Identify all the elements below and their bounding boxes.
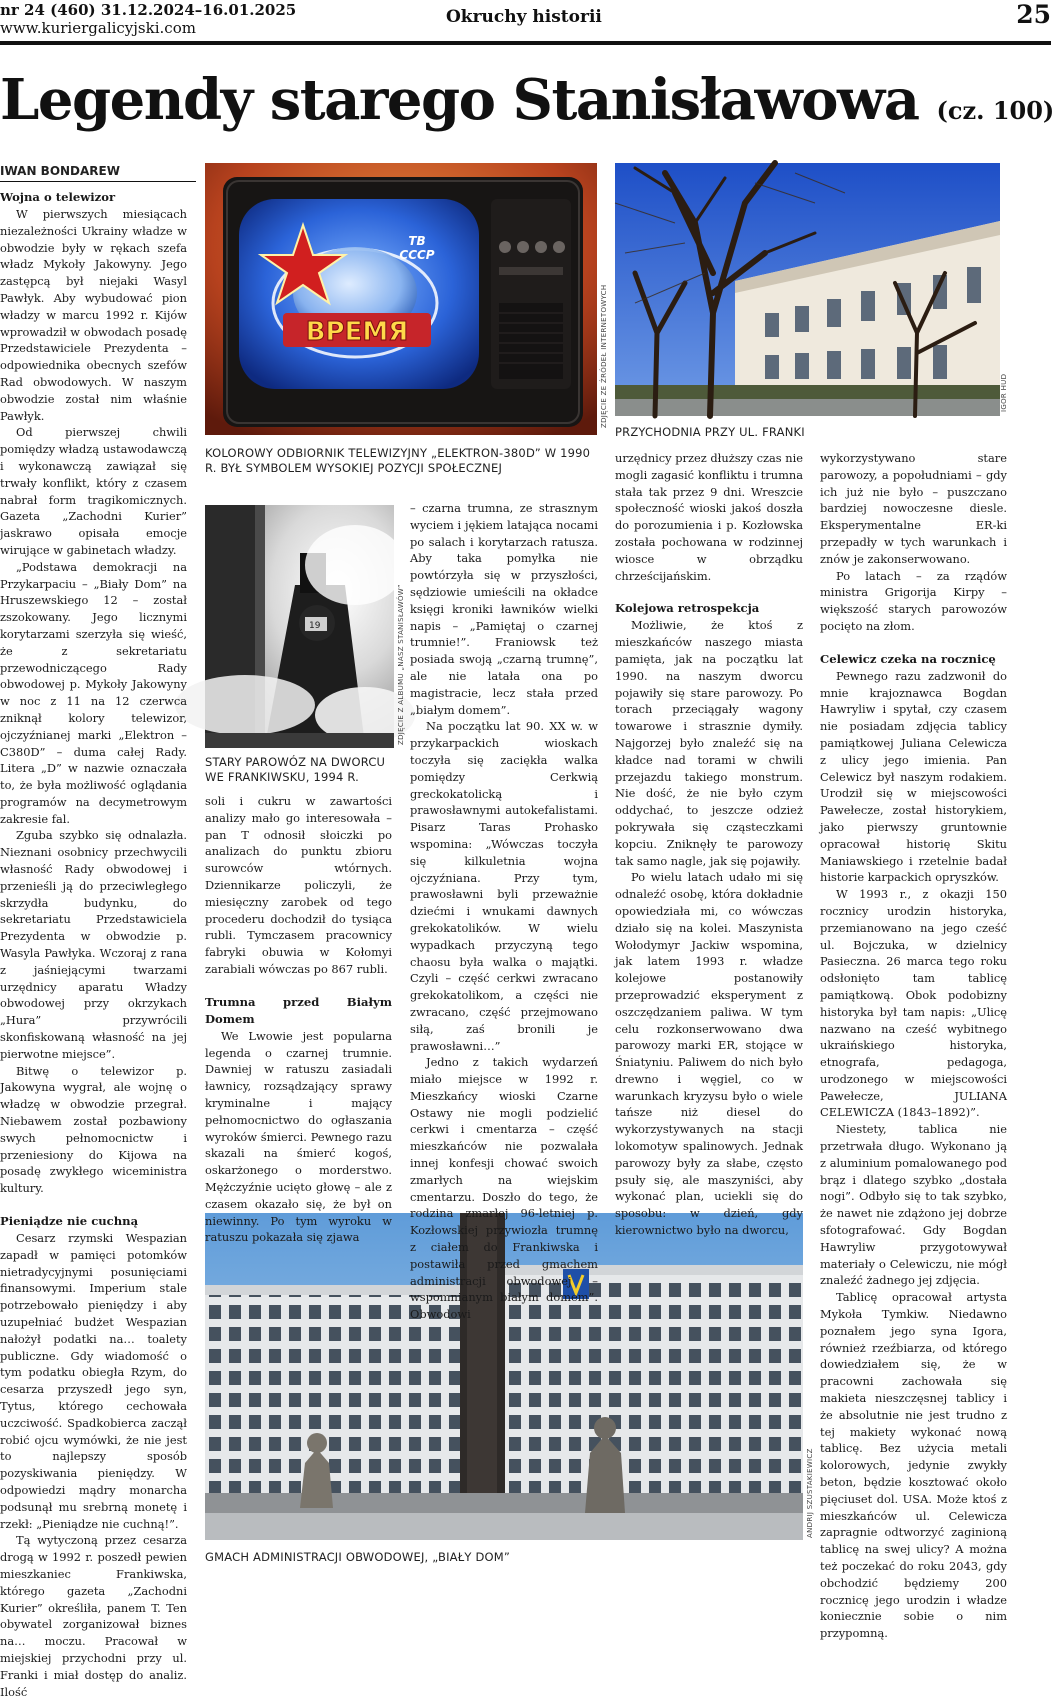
article-paragraph: Od pierwszej chwili pomiędzy władzą ustawodawczą i wykonawczą zawiązał się trwały konflikt, który z czasem nabrał form tragikomicznych. Gazeta „Zachodni Kurier” jaskrawo opisała emocje wirujące w gabinetach władzy. <box>0 425 187 557</box>
clinic-photo-credit: IGOR HUD <box>1000 373 1008 412</box>
article-paragraph: Tablicę opracował artysta Mykoła Tymkiw. Niedawno poznałem jego syna Igora, również rzeźbiarza, od którego dowiedziałem się, że w pracowni zachowała się makieta nieszczęsnej tablicy i że absolutnie nie jest trudno z tej makiety wykonać nową tablicę. Bez użycia metali kolorowych, jedynie zwykły beton, będzie kosztować około pięciuset dol. USA. Może ktoś z mieszkańców ul. Celewicza zapragnie odtworzyć zaginioną tablicę na swej ulicy? A można też poczekać do roku 2043, gdy obchodzić będziemy 200 rocznicę jego urodzin i władze koniecznie sobie o nim przypomną. <box>820 1290 1007 1641</box>
article-paragraph: soli i cukru w zawartości analizy mało go interesowała – pan T odnosił słoiczki po analizach do punktu zbioru surowców wtórnych. Dziennikarze policzyli, że miesięczny zarobek od tego procederu dochodził do tysiąca rubli. Tymczasem pracownicy fabryki obuwia w Kołomyi zarabiali wówczas po 867 rubli. <box>205 794 392 976</box>
train-photo <box>205 505 394 748</box>
whitehouse-photo-caption: GMACH ADMINISTRACJI OBWODOWEJ, „BIAŁY DOM” <box>205 1550 511 1564</box>
article-paragraph: Po wielu latach udało mi się odnaleźć osobę, która dokładnie opowiedziała mi, co wówczas działo się na kolei. Maszynista Wołodymyr Jackiw wspomina, jak latem 1993 r. władze kolejowe postanowiły przeprowadzić eksperyment z oszczędzaniem paliwa. W tym celu rozkonserwowano dwa parowozy marki ER, stojące w Śniatyniu. Paliwem do nich było drewno i węgiel, co w warunkach kryzysu było o wiele tańsze niż diesel do wykorzystywanych na stacji lokomotyw spalinowych. Jednak parowozy były za słabe, często psuły się, ale maszyniści, aby wykonać plan, uciekli się do sposobu: w dzień, gdy kierownictwo było na dworcu, <box>615 870 803 1238</box>
tv-photo-credit: ZDJĘCIE ZE ŹRÓDEŁ INTERNETOWYCH <box>600 284 608 428</box>
issue-number: nr 24 (460) 31.12.2024–16.01.2025 <box>0 1 297 19</box>
section-title: Okruchy historii <box>446 7 602 27</box>
article-paragraph: Jedno z takich wydarzeń miało miejsce w 1992 r. Mieszkańcy wioski Czarne Ostawy nie mogli podzielić cerkwi i cmentarza – część mieszkańców nie pozwalała innej konfesji chować swoich zmarłych na wiejskim cmentarzu. Doszło do tego, że rodzina zmarłej 96-letniej p. Kozłowskiej przywiozła trumnę z ciałem do Frankiwska i postawiła przed gmachem administracji obwodowej – wspomnianym białym domem”. Obwodowi <box>410 1055 598 1322</box>
article-paragraph: W pierwszych miesiącach niezależności Ukrainy władze w obwodzie były w rękach szefa władz Mykoły Jakowyny. Jego zastępcą był niejaki Wasyl Pawłyk. Aby wybudować pion władzy w marcu 1992 r. Kijów wprowadził w obwodach posadę Przedstawiciele Prezydenta – odpowiednika obecnych szefów Rad obwodowych. W naszym obwodzie został nim właśnie Pawłyk. <box>0 207 187 423</box>
article-paragraph: Na początku lat 90. XX w. w przykarpackich wioskach toczyła się zaciękła walka pomiędzy Cerkwią greckokatolicką i prawosławnymi autokefalistami. Pisarz Taras Prohasko wspomina: „Wówczas toczyła się kilkuletnia wojna ojczyźniana. Przy tym, prawosławni byli przeważnie dziećmi i wnukami dawnych grekokatolików. W wielu wypadkach przyczyną tego chaosu była walka o majątki. Czyli – część cerkwi zwracano grekokatolikom, a części nie zwracano, część przejmowano siłą, zaś bronili je prawosławni…” <box>410 719 598 1053</box>
article-paragraph: „Podstawa demokracji na Przykarpaciu – „Biały Dom” na Hruszewskiego 12 – został zszokowany. Jego licznymi korytarzami szerzyła się wieść, że z sekretariatu przewodniczącego Rady obwodowej p. Mykoły Jakowyny w noc z 11 na 12 czerwca zniknął kolory telewizor, ojczyźnianej marki „Elektron – C380D” – duma całej Rady. Litera „D” w nazwie oznaczała to, że była możliwość oglądania programów na decymetrowym zakresie fal. <box>0 559 187 826</box>
article-paragraph: – czarna trumna, ze strasznym wyciem i jękiem latająca nocami po salach i korytarzach ratusza. Aby taka pomyłka nie powtórzyła się w przyszłości, sędziowie umieścili na okładce księgi kroniki ławników wielki napis – „Pamiętaj o czarnej trumnie!”. Franiowsk też posiada swoją „czarną trumnę”, ale nie latała ona po magistracie, lecz stała przed „białym domem”. <box>410 501 598 717</box>
subheading: Wojna o telewizor <box>0 190 116 204</box>
whitehouse-photo-credit: ANDRIJ SZUSTAKIEWICZ <box>806 1448 814 1538</box>
headline-title: Legendy starego Stanisławowa <box>0 67 919 133</box>
subheading: Kolejowa retrospekcja <box>615 601 760 616</box>
article-paragraph: Niestety, tablica nie przetrwała długo. Wykonano ją z aluminium pomalowanego pod brąz i dlatego szybko „dostała nogi”. Odbyło się to tak szybko, że nawet nie zdążono jej dobrze sfotografować. Gdy Bogdan Hawryliw przygotowywał materiały o Celewiczu, nie mógł znaleźć żadnego jej zdjęcia. <box>820 1122 1007 1288</box>
article-headline <box>0 67 1054 143</box>
train-illustration <box>205 505 394 748</box>
clinic-photo <box>615 163 1000 416</box>
article-paragraph: urzędnicy przez dłuższy czas nie mogli zagasić konfliktu i trumna stała tak przez 9 dni. Wreszcie społeczność wioski jakoś doszła do porozumienia i p. Kozłowska została pochowana w rodzinnej wiosce w obrządku chrześcijańskim. <box>615 451 803 583</box>
article-column-1 <box>0 189 187 1699</box>
article-column-3 <box>410 500 598 1322</box>
page-number: 25 <box>1016 0 1051 29</box>
article-column-5 <box>820 450 1007 1641</box>
article-paragraph: Możliwie, że ktoś z mieszkańców naszego miasta pamięta, jak na początku lat 1990. na naszym dworcu pojawiły się stare parowozy. Po torach przeciągały wagony towarowe i strasznie dymiły. Najgorzej było znaleźć się na kładce nad torami w chwili przejazdu takiego monstrum. Nie dość, że nie było czym oddychać, to jeszcze odzież pokrywała się cząsteczkami kopciu. Zniknęły te parowozy tak samo nagle, jak się pojawiły. <box>615 618 803 868</box>
tv-photo-caption: KOLOROWY ODBIORNIK TELEWIZYJNY „ELEKTRON-380D” W 1990 R. BYŁ SYMBOLEM WYSOKIEJ POZYCJI SPOŁECZNEJ <box>205 446 591 475</box>
tv-photo <box>205 163 597 435</box>
clinic-photo-caption: PRZYCHODNIA PRZY UL. FRANKI <box>615 425 805 439</box>
author-byline: IWAN BONDAREW <box>0 164 196 182</box>
website-link[interactable]: www.kuriergalicyjski.com <box>0 19 196 37</box>
article-paragraph: Bitwę o telewizor p. Jakowyna wygrał, ale wojnę o władzę w obwodzie przegrał. Niebawem został pozbawiony swych pełnomocnictw i przeniesiony do Kijowa na posadę zwykłego wiceministra kultury. <box>0 1063 187 1196</box>
article-column-2 <box>205 793 392 1245</box>
svg-text:19: 19 <box>309 621 321 631</box>
article-column-4 <box>615 450 803 1238</box>
header-rule <box>0 41 1051 45</box>
article-paragraph: Zguba szybko się odnalazła. Nieznani osobnicy przechwycili własność Rady obwodowej i przenieśli ją do przeciwległego skrzydła budynku, do sekretariatu Przedstawiciela Prezydenta w obwodzie p. Wasyla Pawłyka. Wczoraj z rana z jaśniejącymi twarzami urzędnicy aparatu Władzy obwodowej przy okrzykach „Hura” przywrócili skonfiskowaną własność na jej pierwotne miejsce”. <box>0 828 187 1061</box>
article-paragraph: W 1993 r., z okazji 150 rocznicy urodzin historyka, przemianowano na jego cześć ul. Bojczuka, w dzielnicy Pasieczna. 26 marca tego roku odsłonięto tam tablicę pamiątkową. Obok podobizny historyka był tam napis: „Ulicę nazwano na cześć wybitnego ukraińskiego historyka, etnografa, pedagoga, urodzonego w miejscowości Pawełecze, JULIANA CELEWICZA (1843–1892)”. <box>820 887 1007 1120</box>
subheading: Trumna przed Białym Domem <box>205 994 392 1026</box>
train-photo-credit: ZDJĘCIE Z ALBUMU „NASZ STANISŁAWÓW” <box>397 584 405 745</box>
article-paragraph: Tą wytyczoną przez cesarza drogą w 1992 r. poszedł pewien mieszkaniec Frankiwska, którego gazeta „Zachodni Kurier” określiła, panem T. Ten obywatel zorganizował biznes na… moczu. Pracował w miejskiej przychodni przy ul. Franki i miał dostęp do analiz. Ilość <box>0 1533 187 1699</box>
tv-illustration <box>205 163 597 435</box>
tv-program-text: ВРЕМЯ <box>305 317 409 347</box>
article-paragraph: Cesarz rzymski Wespazian zapadł w pamięci potomków nietradycyjnymi posunięciami finansowymi. Imperium stale potrzebowało pieniędzy i aby uzupełniać budżet Wespazian nałożył podatki na… toalety publiczne. Gdy wiadomość o tym podatku obiegła Rzym, do cesarza przyszedł jego syn, Tytus, którego cechowała uczciwość. Spadkobierca zaczął robić ojcu wymówki, że nie jest to najlepszy sposób pozyskiwania pieniędzy. W odpowiedzi mądry monarcha podsunął mu srebrną monetę i rzekł: „Pieniądze nie cuchną!”. <box>0 1231 187 1531</box>
article-paragraph: Po latach – za rządów ministra Grigorija Kirpy – większość starych parowozów pocięto na złom. <box>820 568 1007 633</box>
tv-brand-line2: СССР <box>399 248 435 262</box>
article-paragraph: Pewnego razu zadzwonił do mnie krajoznawca Bogdan Hawryliw i spytał, czy czasem nie posiadam zdjęcia tablicy pamiątkowej Juliana Celewicza z ulicy jego imienia. Pan Celewicz był naszym rodakiem. Urodził się w miejscowości Pawełecze, został historykiem, jako pierwszy gruntownie opracował historię Skitu Maniawskiego i rzetelnie badał historie karpackich opryszków. <box>820 668 1007 885</box>
headline-part: (cz. 100) <box>936 96 1054 125</box>
tv-brand-line1: ТВ <box>408 234 426 248</box>
article-paragraph: We Lwowie jest popularna legenda o czarnej trumnie. Dawniej w ratuszu zasiadali ławnicy, rozsądzający sprawy kryminalne i mający pełnomocnictwo do ogłaszania wyroków śmierci. Pewnego razu skazali na śmierć kogoś, oskarżonego o morderstwo. Mężczyźnie ucięto głowę – ale z czasem okazało się, że był on niewinny. Po tym wyroku w ratuszu pokazała się zjawa <box>205 1028 392 1245</box>
subheading: Celewicz czeka na rocznicę <box>820 651 996 666</box>
masthead-info <box>0 1 296 37</box>
clinic-illustration <box>615 163 1000 416</box>
subheading: Pieniądze nie cuchną <box>0 1214 139 1229</box>
article-paragraph: wykorzystywano stare parowozy, a popołudniami – gdy ich już nie było – puszczano bardziej nowoczesne diesle. Eksperymentalne ER-ki przepadły w tych warunkach i znów je zakonserwowano. <box>820 451 1007 566</box>
train-photo-caption: STARY PAROWÓZ NA DWORCU WE FRANKIWSKU, 1994 R. <box>205 755 386 784</box>
